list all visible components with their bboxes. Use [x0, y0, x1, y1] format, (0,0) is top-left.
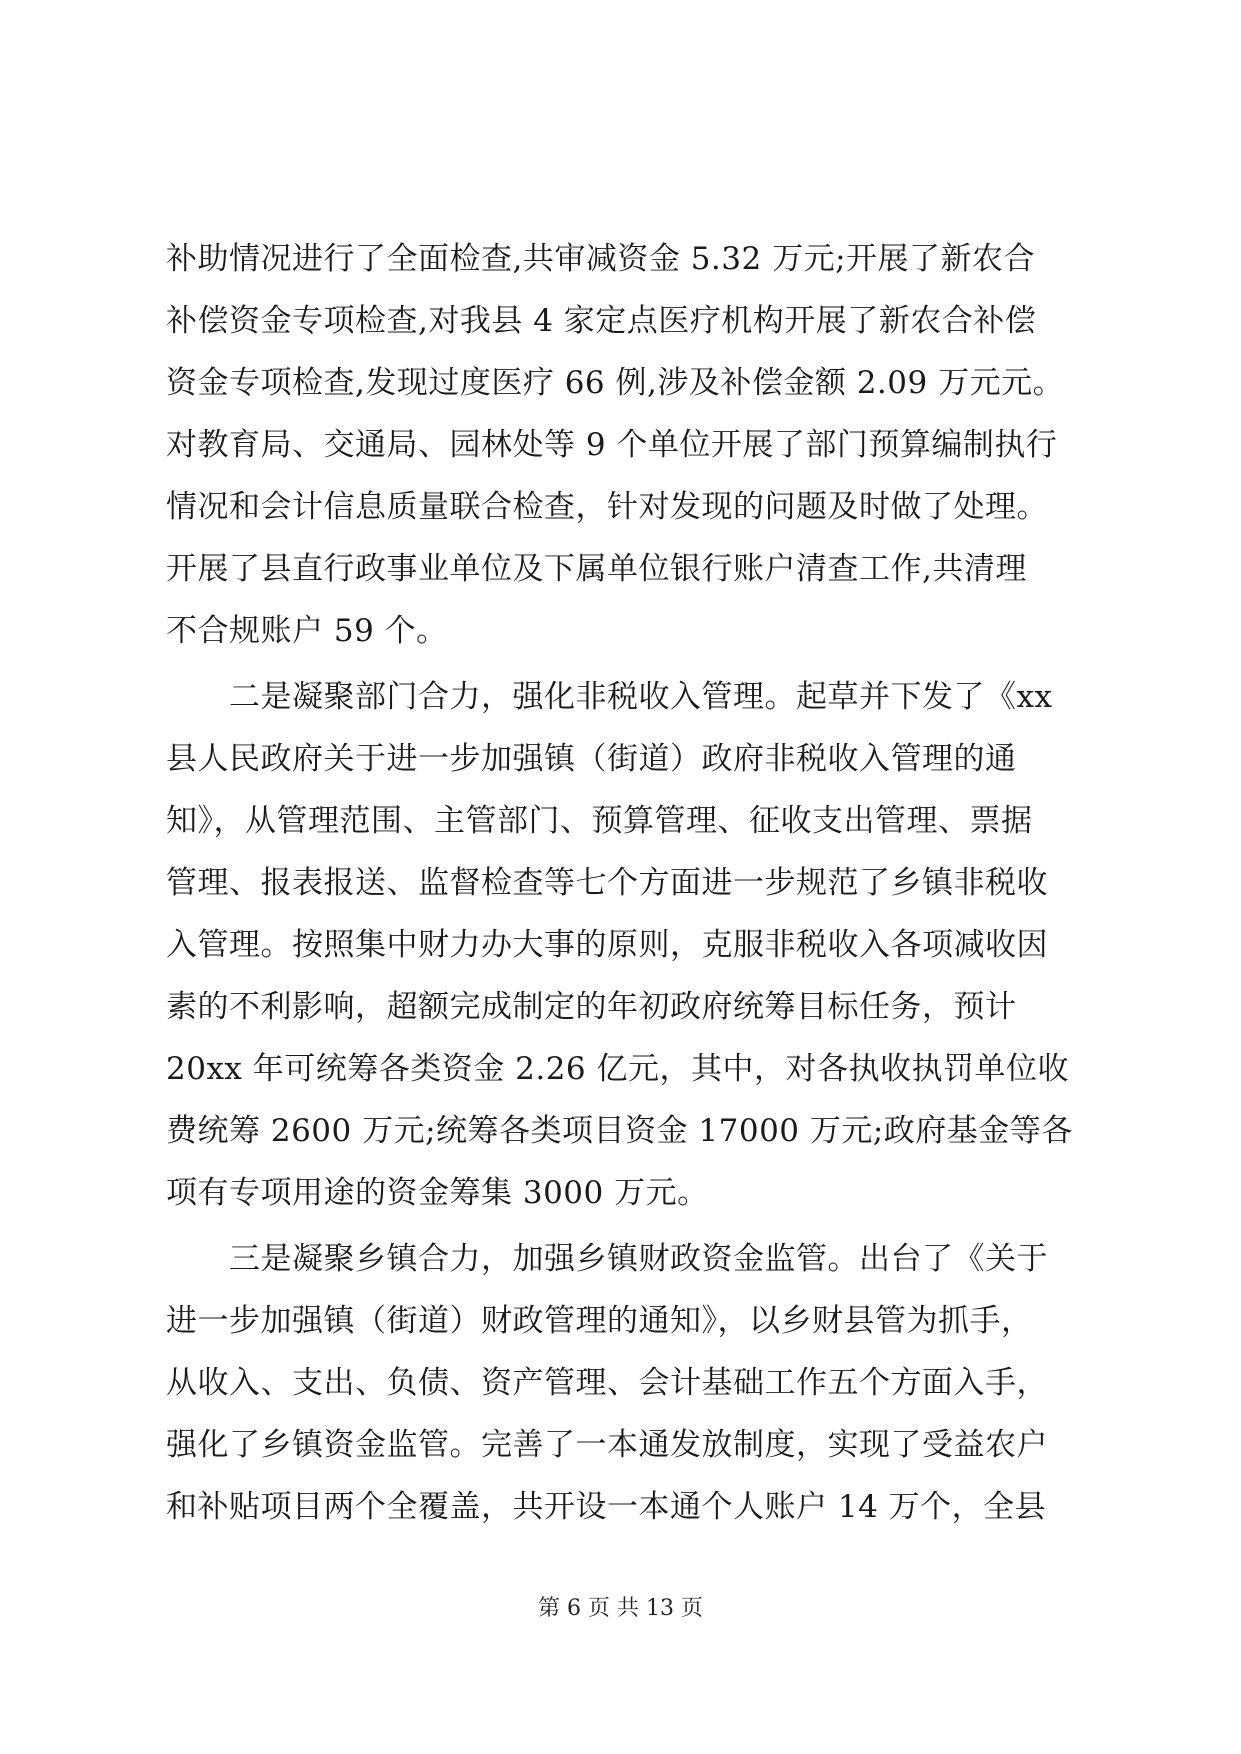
text-line: 管理、报表报送、监督检查等七个方面进一步规范了乡镇非税收	[166, 865, 1048, 901]
text-line: 不合规账户 59 个。	[166, 613, 448, 649]
text-line: 知》，从管理范围、主管部门、预算管理、征收支出管理、票据	[166, 803, 1033, 839]
text-line: 入管理。按照集中财力办大事的原则，克服非税收入各项减收因	[166, 927, 1048, 963]
text-line: 费统筹 2600 万元;统筹各类项目资金 17000 万元;政府基金等各	[166, 1113, 1073, 1149]
text-line: 素的不利影响，超额完成制定的年初政府统筹目标任务，预计	[166, 989, 1017, 1025]
paragraph-start-line: 三是凝聚乡镇合力，加强乡镇财政资金监管。出台了《关于	[166, 1241, 1048, 1277]
text-line: 和补贴项目两个全覆盖，共开设一本通个人账户 14 万个，全县	[166, 1489, 1047, 1525]
text-line: 20xx 年可统筹各类资金 2.26 亿元，其中，对各执收执罚单位收	[166, 1051, 1069, 1087]
text-line: 情况和会计信息质量联合检查，针对发现的问题及时做了处理。	[166, 489, 1048, 525]
text-line: 开展了县直行政事业单位及下属单位银行账户清查工作,共清理	[166, 551, 1027, 587]
text-line: 从收入、支出、负债、资产管理、会计基础工作五个方面入手，	[166, 1365, 1048, 1401]
text-line: 资金专项检查,发现过度医疗 66 例,涉及补偿金额 2.09 万元元。	[166, 365, 1065, 401]
text-line: 县人民政府关于进一步加强镇（街道）政府非税收入管理的通	[166, 741, 1017, 777]
text-line: 补偿资金专项检查,对我县 4 家定点医疗机构开展了新农合补偿	[166, 303, 1037, 339]
text-line: 对教育局、交通局、园林处等 9 个单位开展了部门预算编制执行	[166, 427, 1058, 463]
text-line: 进一步加强镇（街道）财政管理的通知》，以乡财县管为抓手，	[166, 1303, 1033, 1339]
page-number-footer: 第 6 页 共 13 页	[538, 1596, 703, 1621]
text-line: 补助情况进行了全面检查,共审减资金 5.32 万元;开展了新农合	[166, 241, 1036, 277]
paragraph-start-line: 二是凝聚部门合力，强化非税收入管理。起草并下发了《xx	[166, 679, 1053, 715]
text-line: 强化了乡镇资金监管。完善了一本通发放制度，实现了受益农户	[166, 1427, 1048, 1463]
body-text	[166, 228, 1086, 1538]
text-line: 项有专项用途的资金筹集 3000 万元。	[166, 1175, 709, 1211]
